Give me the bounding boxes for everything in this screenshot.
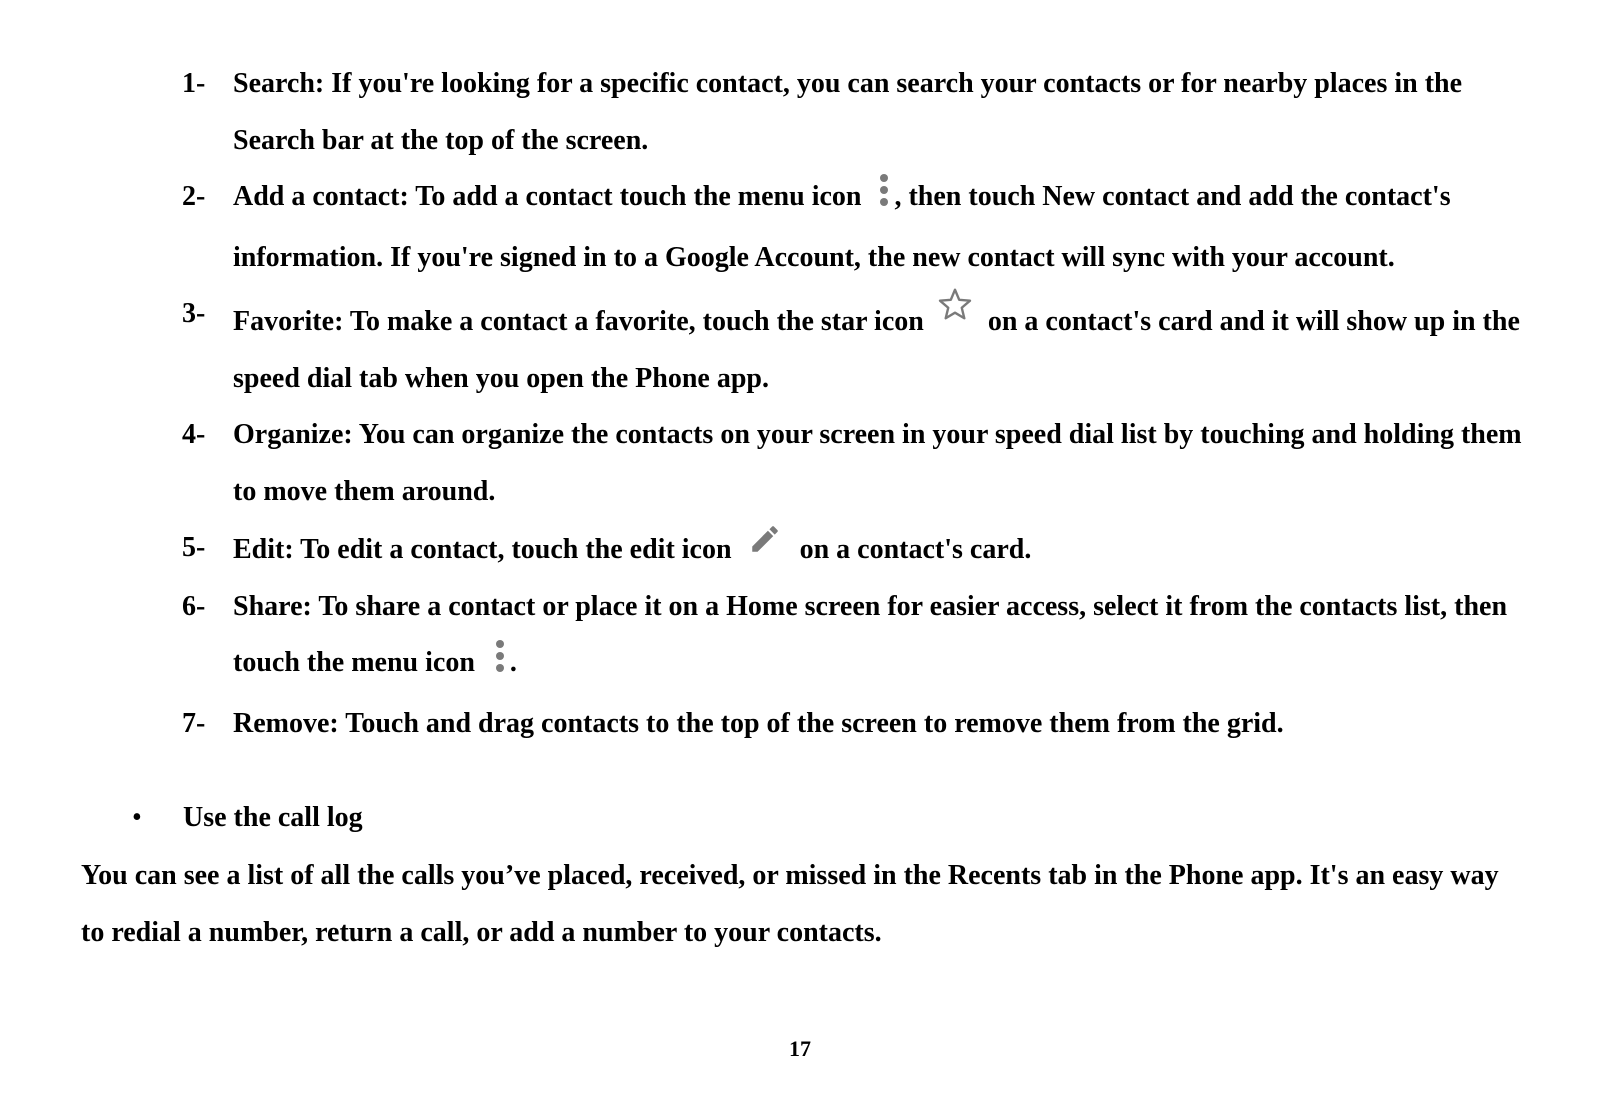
list-item-organize [0,407,1600,520]
contacts-feature-list [0,56,1600,752]
list-item-text-before: Add a contact: To add a contact touch the menu icon [233,181,862,212]
pencil-icon [747,520,783,577]
list-item-search [0,56,1600,169]
star-outline-icon [937,286,973,343]
list-item-text: Search: If you're looking for a specific contact, you can search your contacts or for nearby places in the Search bar at the top of the screen. [233,68,1463,156]
list-item-text-before: Edit: To edit a contact, touch the edit icon [233,534,732,565]
list-item-text-before: Share: To share a contact or place it on a Home screen for easier access, select it from the contacts list, then touch the menu icon [233,590,1508,678]
more-vert-icon [878,173,890,230]
list-item-remove [0,696,1600,753]
list-item-share [0,579,1600,696]
list-item-text: Remove: Touch and drag contacts to the top of the screen to remove them from the grid. [233,707,1284,739]
list-item-text: Organize: You can organize the contacts on your screen in your speed dial list by touching and holding them to move them around. [233,419,1522,507]
list-item-number: 5- [182,532,206,563]
list-item-add-contact [0,169,1600,286]
list-item-text-before: Favorite: To make a contact a favorite, touch the star icon [233,306,924,337]
bullet-symbol: • [132,802,142,833]
more-vert-icon [494,639,506,696]
call-log-paragraph: You can see a list of all the calls you’ve placed, received, or missed in the Recents tab in the Phone app. It's an easy way to redial a number, return a call, or add a number to your contacts. [81,860,1499,948]
list-item-number: 1- [182,68,206,99]
list-item-number: 6- [182,590,206,622]
list-item-text-after: on a contact's card and it will show up in the speed dial tab when you open the Phone app. [233,306,1520,394]
list-item-text-after: . [509,647,517,678]
list-item-edit [0,520,1600,579]
list-item-number: 3- [182,298,206,329]
bullet-label: Use the call log [183,802,363,833]
list-item-text-after: , then touch New contact and add the contact's information. If you're signed in to a Google Account, the new contact will sync with your account. [233,181,1451,273]
page-number: 17 [789,1036,811,1061]
list-item-number: 4- [182,419,206,450]
list-item-number: 7- [182,707,206,739]
list-item-number: 2- [182,181,206,212]
list-item-text-after: on a contact's card. [799,534,1032,565]
list-item-favorite [0,286,1600,407]
